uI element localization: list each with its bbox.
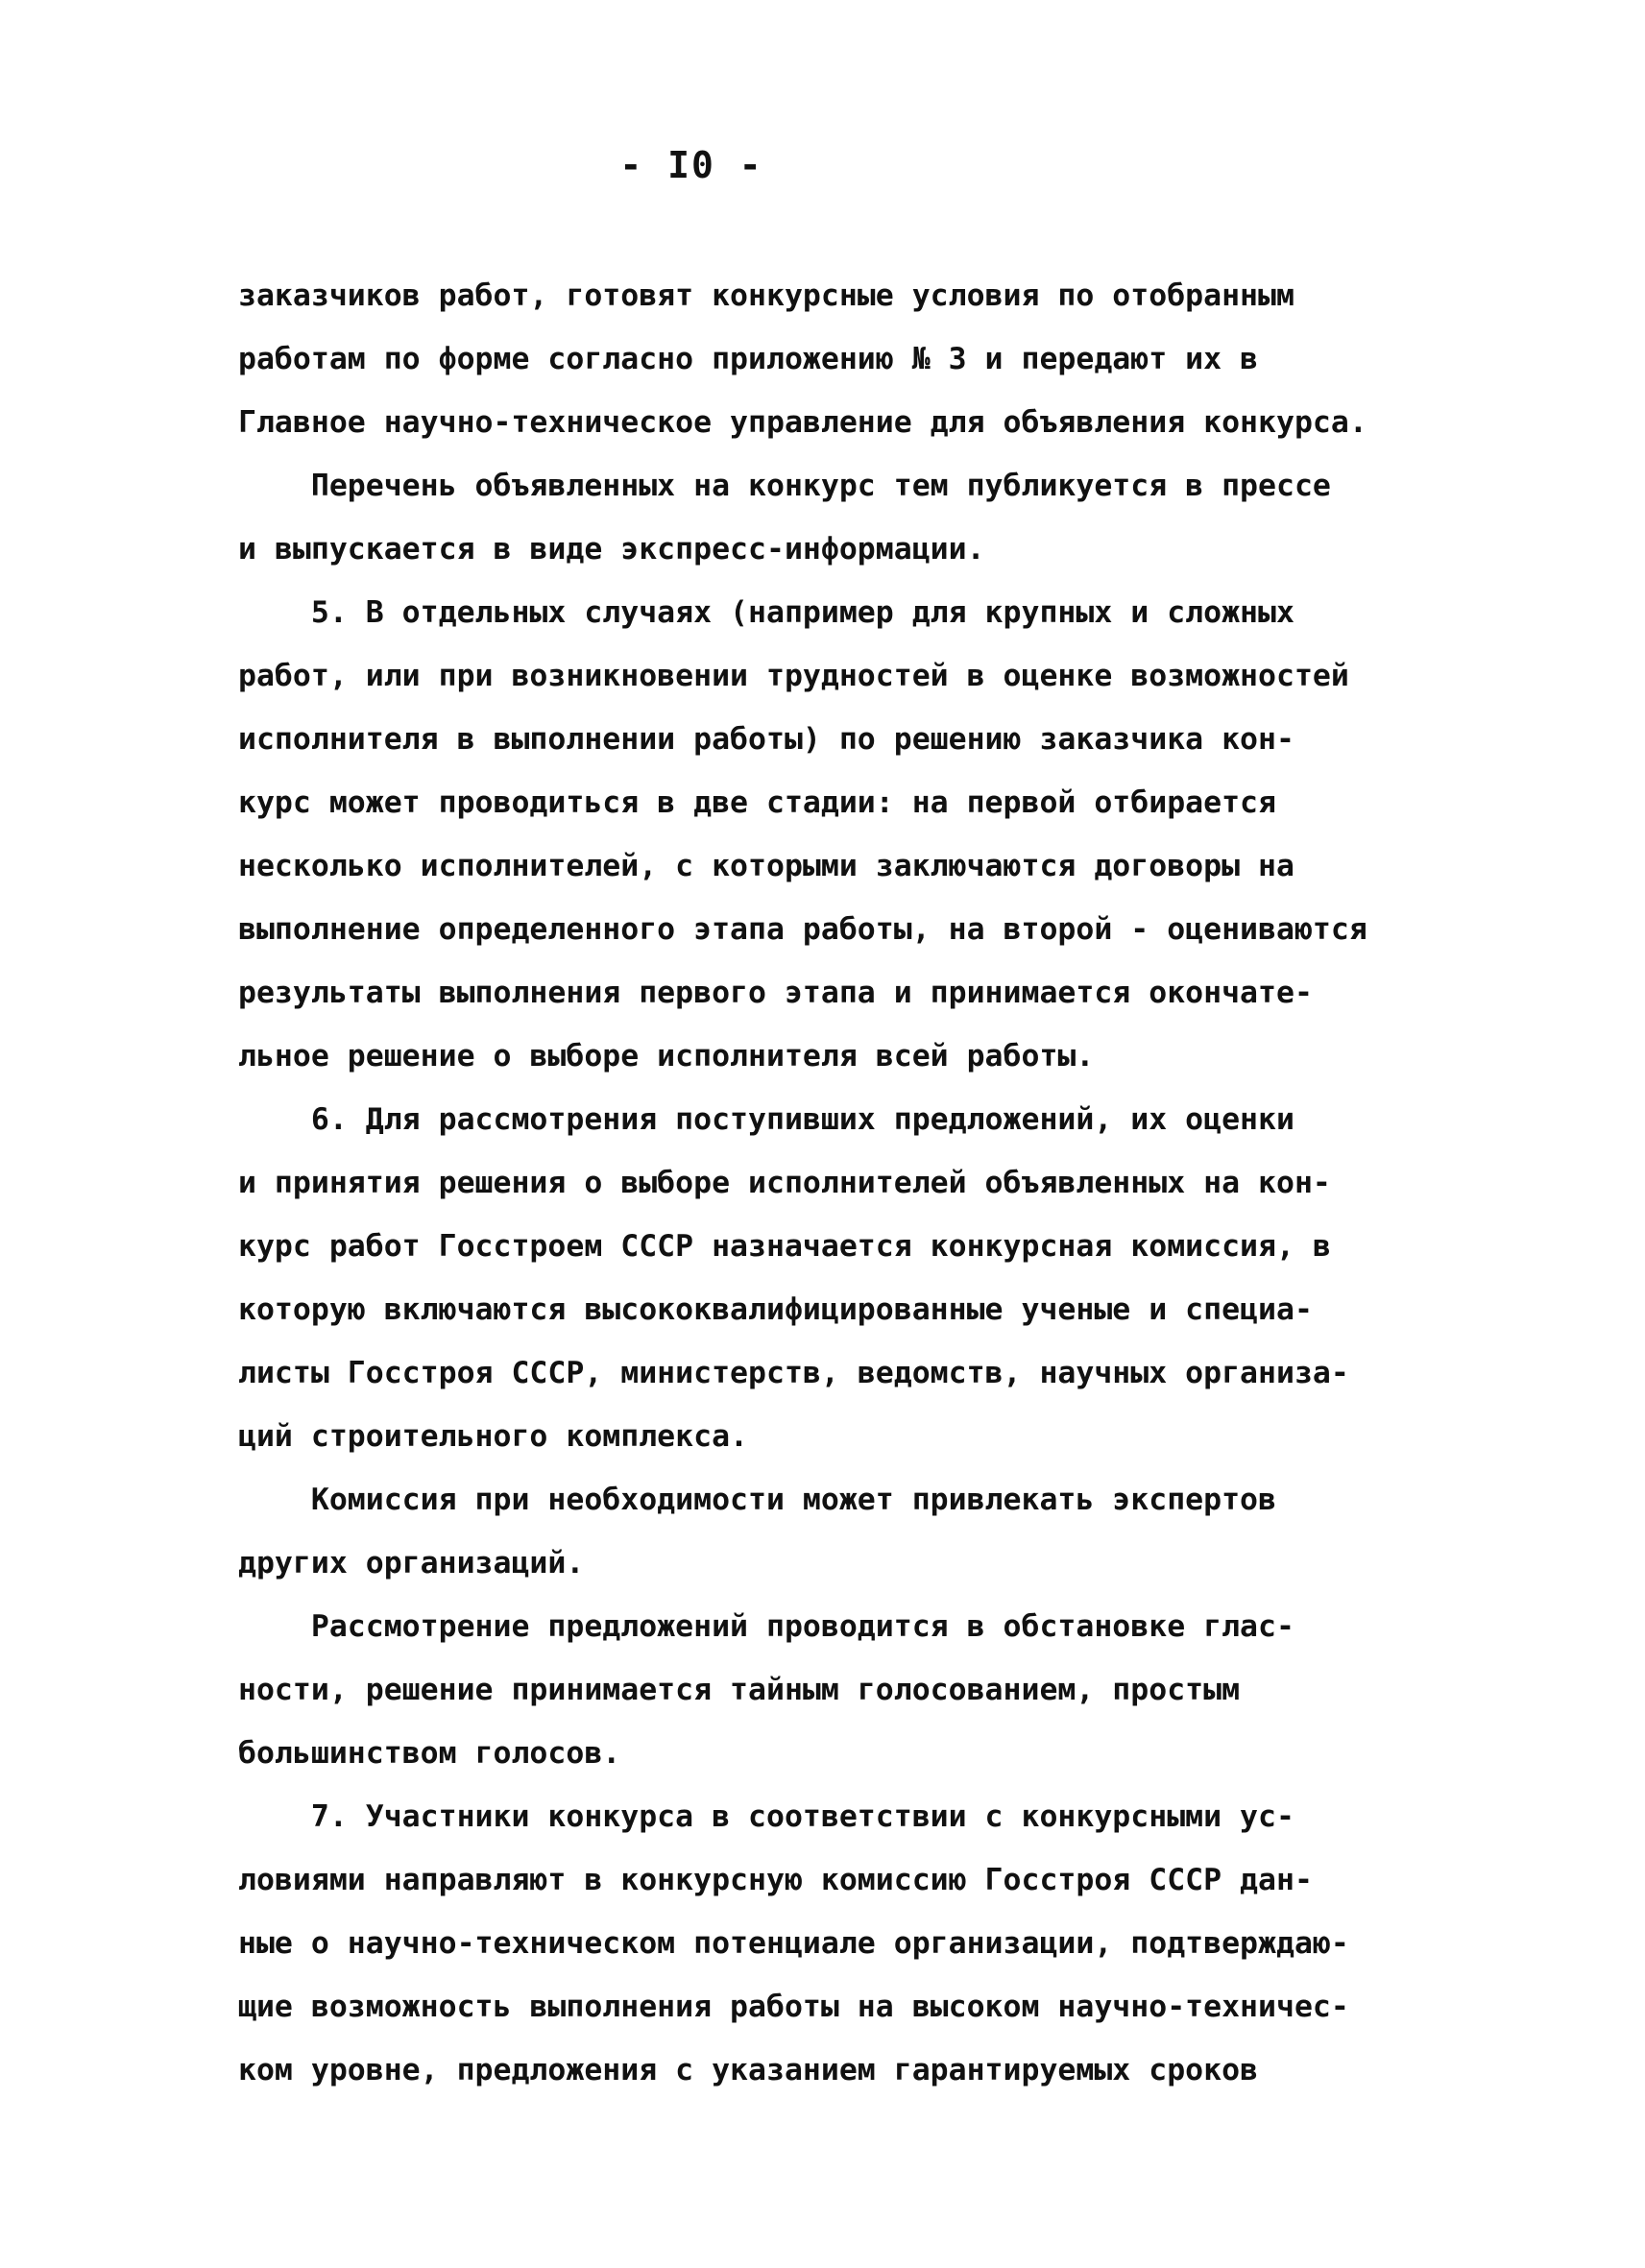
text-line: результаты выполнения первого этапа и принимается окончате-	[238, 976, 1313, 1010]
text-line: и принятия решения о выборе исполнителей объявленных на кон-	[238, 1166, 1331, 1200]
text-line: и выпускается в виде экспресс-информации.	[238, 532, 985, 567]
text-line: работам по форме согласно приложению № 3 и передают их в	[238, 342, 1259, 376]
text-line: курс работ Госстроем СССР назначается конкурсная комиссия, в	[238, 1229, 1331, 1264]
text-line: курс может проводиться в две стадии: на первой отбирается	[238, 785, 1276, 820]
text-line: большинством голосов.	[238, 1736, 621, 1771]
text-line: Рассмотрение предложений проводится в обстановке глас-	[238, 1609, 1294, 1644]
text-line: Главное научно-техническое управление для объявления конкурса.	[238, 405, 1367, 440]
text-line: выполнение определенного этапа работы, на второй - оцениваются	[238, 912, 1367, 947]
page-number: - I0 -	[619, 144, 763, 186]
text-line: 6. Для рассмотрения поступивших предложений, их оценки	[238, 1102, 1294, 1137]
text-line: ности, решение принимается тайным голосованием, простым	[238, 1673, 1241, 1707]
text-line: ловиями направляют в конкурсную комиссию Госстроя СССР дан-	[238, 1863, 1313, 1897]
text-line: ком уровне, предложения с указанием гарантируемых сроков	[238, 2053, 1259, 2087]
text-line: заказчиков работ, готовят конкурсные условия по отобранным	[238, 278, 1294, 313]
text-line: листы Госстроя СССР, министерств, ведомств, научных организа-	[238, 1356, 1349, 1390]
text-line: исполнителя в выполнении работы) по решению заказчика кон-	[238, 722, 1294, 757]
text-line: 7. Участники конкурса в соответствии с конкурсными ус-	[238, 1799, 1294, 1834]
text-line: ные о научно-техническом потенциале организации, подтверждаю-	[238, 1926, 1349, 1961]
text-line: других организаций.	[238, 1546, 585, 1580]
text-line: Комиссия при необходимости может привлекать экспертов	[238, 1483, 1276, 1517]
text-line: работ, или при возникновении трудностей в оценке возможностей	[238, 659, 1349, 693]
text-line: льное решение о выборе исполнителя всей работы.	[238, 1039, 1095, 1074]
text-line: щие возможность выполнения работы на высоком научно-техничес-	[238, 1990, 1349, 2024]
text-line: Перечень объявленных на конкурс тем публикуется в прессе	[238, 469, 1331, 503]
text-line: 5. В отдельных случаях (например для крупных и сложных	[238, 595, 1294, 630]
text-line: несколько исполнителей, с которыми заключаются договоры на	[238, 849, 1294, 883]
text-line: которую включаются высококвалифицированные ученые и специа-	[238, 1292, 1313, 1327]
text-line: ций строительного комплекса.	[238, 1419, 749, 1454]
